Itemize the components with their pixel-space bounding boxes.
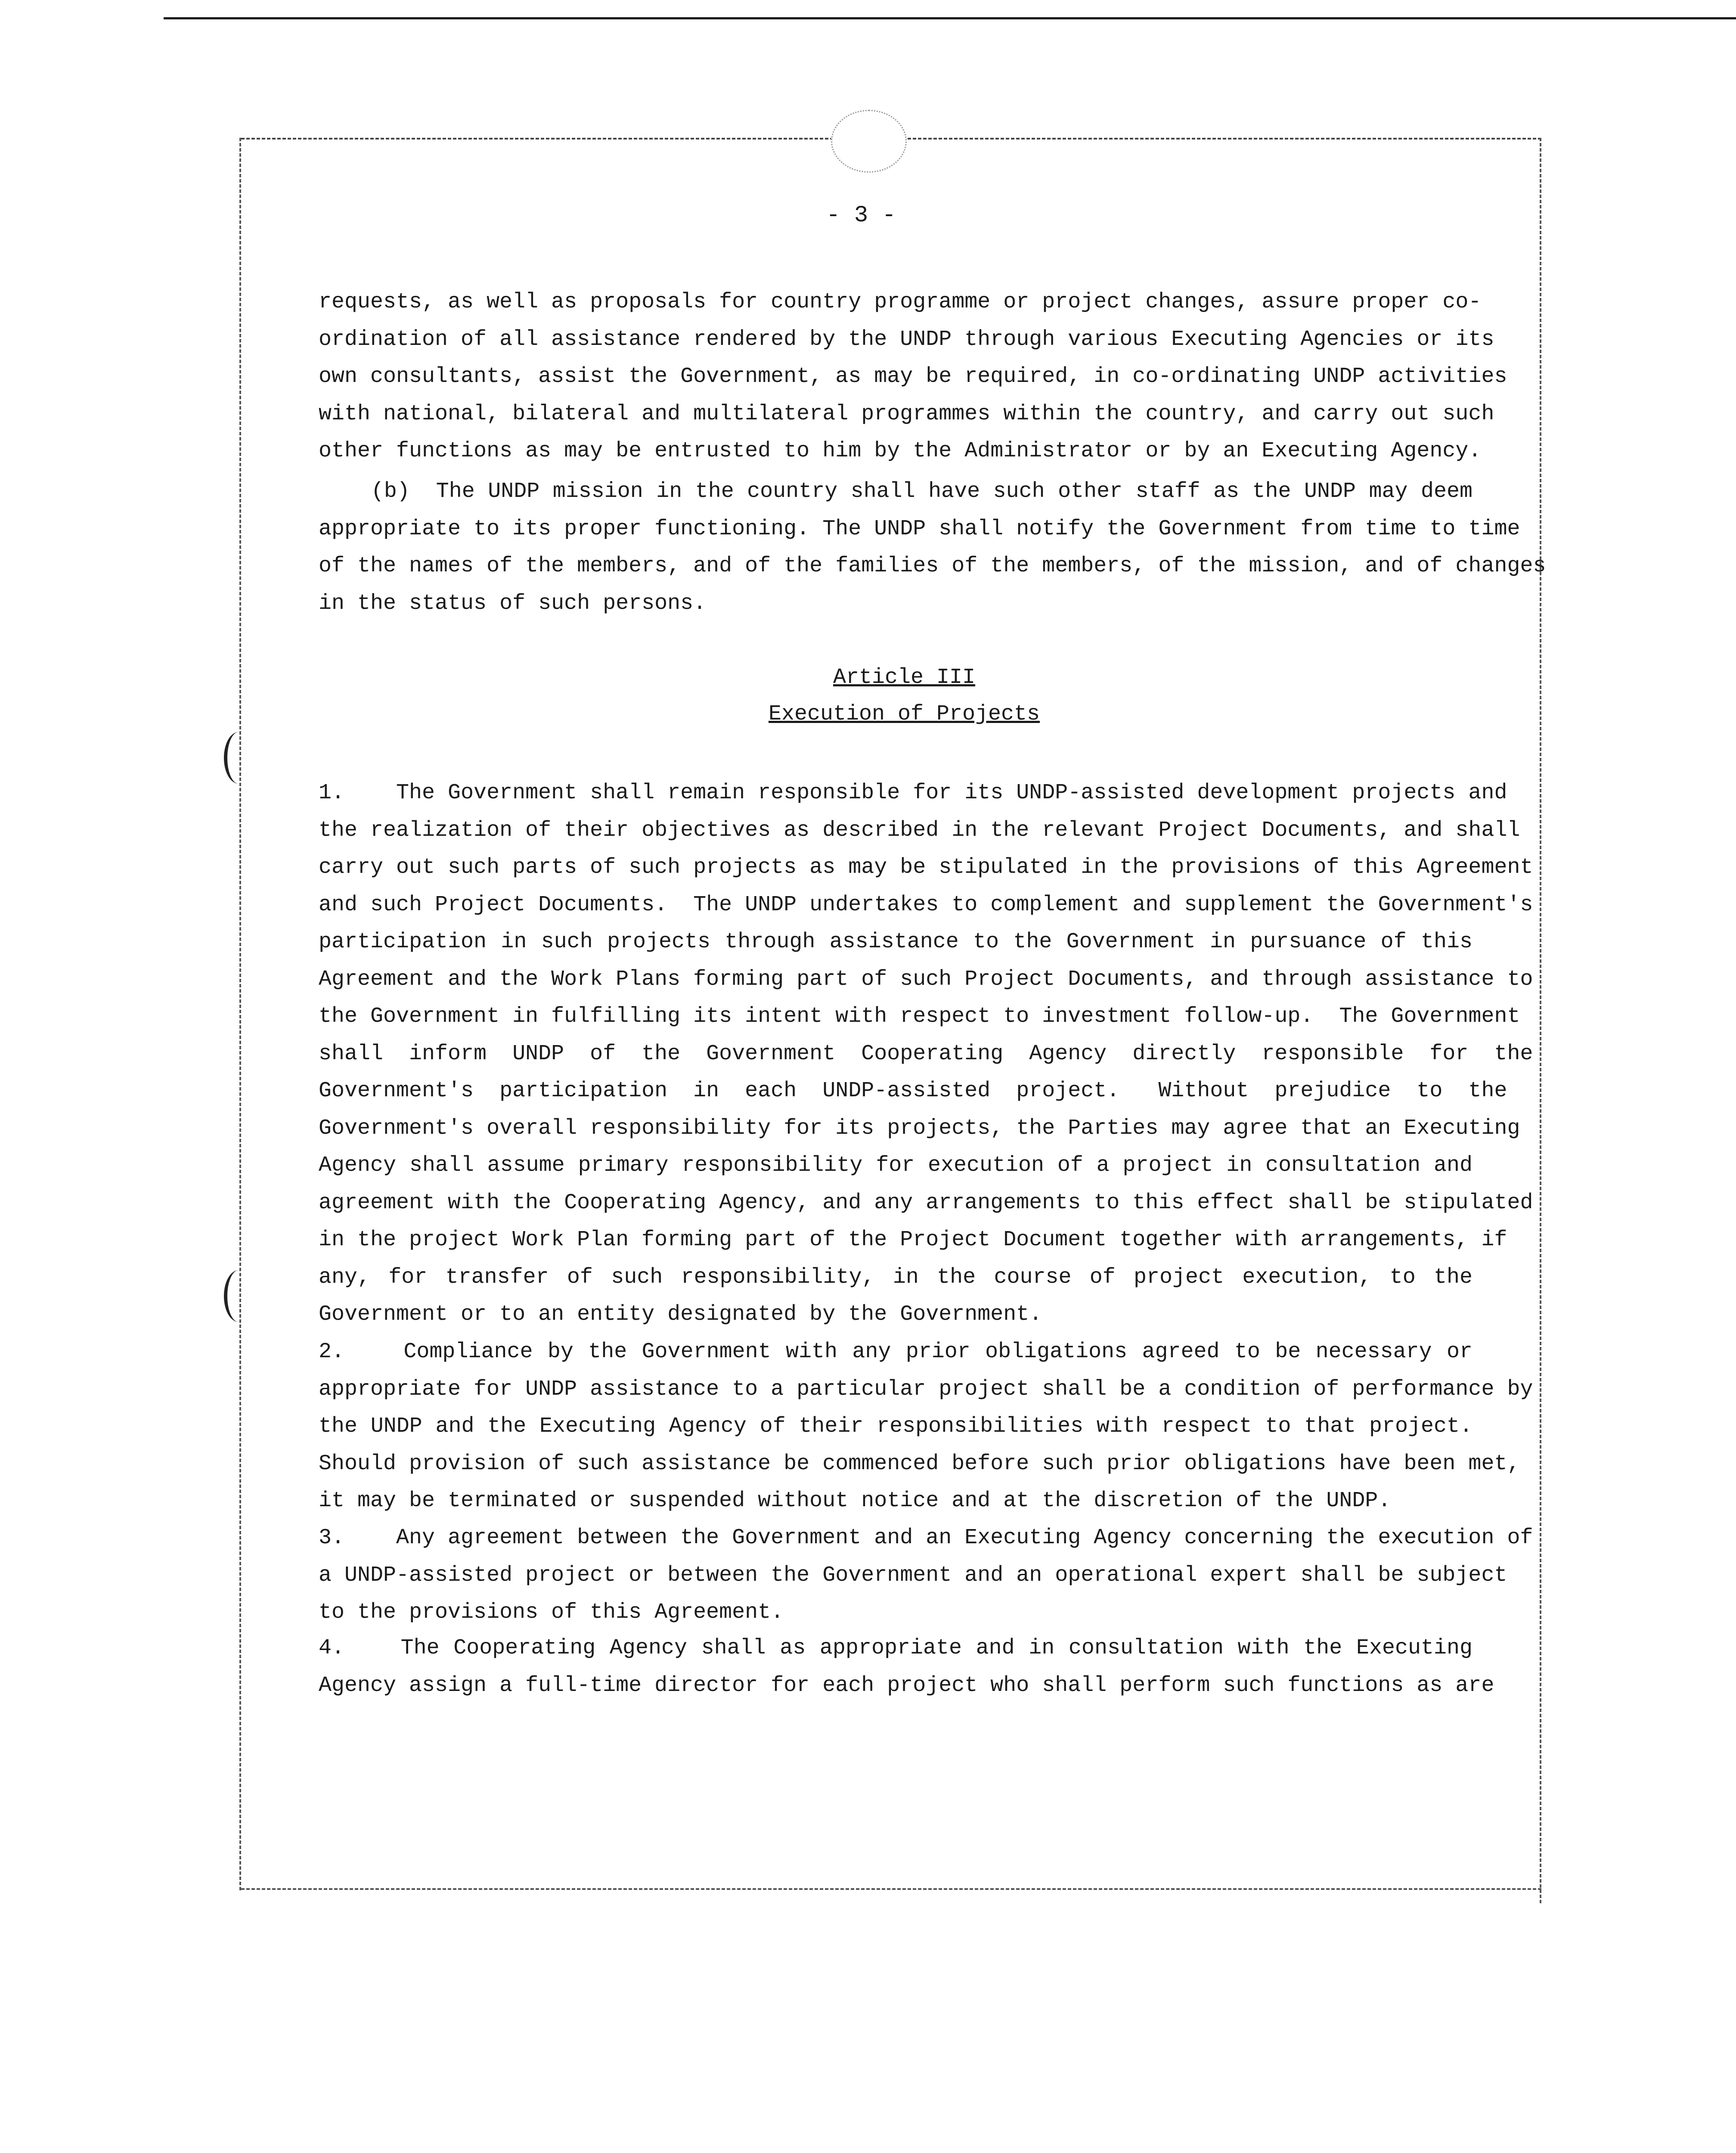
section-1-line: any, for transfer of such responsibility, in the course of project execution, to the — [319, 1265, 1472, 1290]
section-2-line: it may be terminated or suspended without notice and at the discretion of the UNDP. — [319, 1489, 1391, 1513]
paragraph-b-line: (b) The UNDP mission in the country shall have such other staff as the UNDP may deem — [319, 479, 1472, 504]
section-2-line: 2. Compliance by the Government with any prior obligations agreed to be necessary or — [319, 1340, 1472, 1364]
page-number: - 3 - — [826, 202, 896, 229]
intro-paragraph-line: own consultants, assist the Government, as may be required, in co-ordinating UNDP activities — [319, 364, 1507, 389]
section-1-line: Government or to an entity designated by the Government. — [319, 1302, 1042, 1327]
section-2-line: appropriate for UNDP assistance to a particular project shall be a condition of performance by — [319, 1377, 1533, 1402]
section-1-line: Agreement and the Work Plans forming part of such Project Documents, and through assistance to — [319, 967, 1533, 992]
scan-edge-line — [164, 17, 1736, 19]
section-1-line: participation in such projects through assistance to the Government in pursuance of this — [319, 930, 1472, 954]
section-1-line: carry out such parts of such projects as may be stipulated in the provisions of this Agreement — [319, 855, 1533, 880]
page-border-left — [239, 138, 241, 1890]
section-1-line: in the project Work Plan forming part of the Project Document together with arrangements, if — [319, 1228, 1507, 1252]
section-1-line: Government's participation in each UNDP-assisted project. Without prejudice to the — [319, 1079, 1507, 1103]
section-4-line: 4. The Cooperating Agency shall as appropriate and in consultation with the Executing — [319, 1636, 1472, 1660]
page-border-right — [1540, 138, 1541, 1903]
intro-paragraph-line: other functions as may be entrusted to him by the Administrator or by an Executing Agency. — [319, 439, 1482, 463]
margin-bracket-mark — [224, 732, 253, 784]
page-border-bottom — [241, 1888, 1541, 1890]
seal-stamp — [831, 110, 907, 173]
section-1-line: 1. The Government shall remain responsible for its UNDP-assisted development projects and — [319, 781, 1507, 805]
section-3-line: to the provisions of this Agreement. — [319, 1600, 784, 1625]
section-3-line: 3. Any agreement between the Government and an Executing Agency concerning the execution of — [319, 1526, 1533, 1550]
section-1-line: the Government in fulfilling its intent with respect to investment follow-up. The Government — [319, 1004, 1520, 1029]
intro-paragraph-line: ordination of all assistance rendered by the UNDP through various Executing Agencies or its — [319, 327, 1494, 352]
section-2-line: the UNDP and the Executing Agency of their responsibilities with respect to that project. — [319, 1414, 1472, 1439]
paragraph-b-line: appropriate to its proper functioning. The UNDP shall notify the Government from time to time — [319, 516, 1520, 541]
margin-bracket-mark — [224, 1270, 253, 1322]
section-1-line: Agency shall assume primary responsibility for execution of a project in consultation and — [319, 1153, 1472, 1178]
section-1-line: the realization of their objectives as described in the relevant Project Documents, and shall — [319, 818, 1520, 843]
intro-paragraph-line: with national, bilateral and multilateral programmes within the country, and carry out such — [319, 401, 1494, 426]
section-1-line: agreement with the Cooperating Agency, and any arrangements to this effect shall be stipulated — [319, 1190, 1533, 1215]
paragraph-b-line: of the names of the members, and of the families of the members, of the mission, and of changes — [319, 554, 1546, 578]
intro-paragraph-line: requests, as well as proposals for country programme or project changes, assure proper co- — [319, 290, 1482, 314]
section-1-line: and such Project Documents. The UNDP undertakes to complement and supplement the Government's — [319, 892, 1533, 917]
section-2-line: Should provision of such assistance be commenced before such prior obligations have been met, — [319, 1451, 1520, 1476]
section-1-line: shall inform UNDP of the Government Cooperating Agency directly responsible for the — [319, 1041, 1533, 1066]
section-3-line: a UNDP-assisted project or between the Government and an operational expert shall be subject — [319, 1563, 1507, 1588]
section-4-line: Agency assign a full-time director for each project who shall perform such functions as are — [319, 1673, 1494, 1698]
article-title: Article III — [833, 665, 976, 690]
article-subtitle: Execution of Projects — [768, 702, 1040, 726]
paragraph-b-line: in the status of such persons. — [319, 591, 707, 616]
section-1-line: Government's overall responsibility for its projects, the Parties may agree that an Executing — [319, 1116, 1520, 1141]
